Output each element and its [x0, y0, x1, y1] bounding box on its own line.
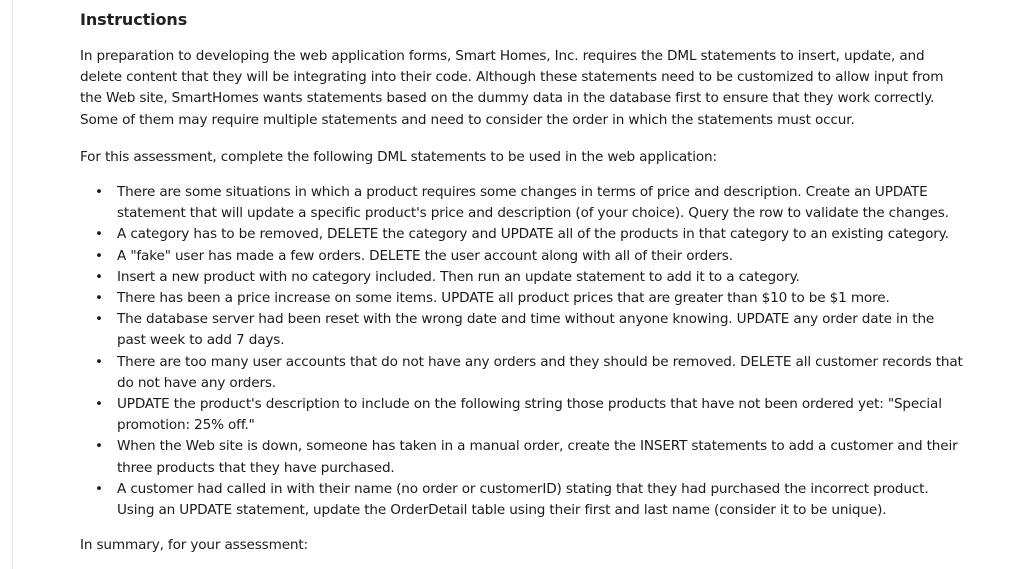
task-item-manual-order [80, 436, 1010, 478]
task-list [80, 182, 1010, 521]
task-text: UPDATE the product's description to include on the following string those products that have not been ordered yet: "Special [117, 396, 942, 413]
intro-line: In preparation to developing the web application forms, Smart Homes, Inc. requires the DML statements to insert, update, and [80, 48, 925, 64]
task-text: There has been a price increase on some items. UPDATE all product prices that are greater than $10 to be $1 more. [117, 290, 890, 307]
task-text: Using an UPDATE statement, update the OrderDetail table using their first and last name (consider it to be unique). [117, 502, 887, 519]
task-text: There are some situations in which a product requires some changes in terms of price and description. Create an UPDATE [117, 184, 928, 201]
instructions-panel [80, 8, 1010, 556]
task-item-update-product [80, 182, 1010, 224]
task-text: Insert a new product with no category included. Then run an update statement to add it to a category. [117, 268, 800, 285]
task-item-delete-fake-user [80, 246, 1010, 267]
bullet-icon: • [95, 290, 103, 307]
instructions-heading: Instructions [80, 10, 188, 29]
bullet-icon: • [95, 438, 103, 455]
intro-line: delete content that they will be integrating into their code. Although these statements need to be customized to allow input from [80, 69, 944, 86]
intro-paragraph [80, 46, 1010, 131]
summary-paragraph: In summary, for your assessment: [80, 537, 308, 554]
bullet-icon: • [95, 226, 103, 243]
task-text: A category has to be removed, DELETE the category and UPDATE all of the products in that category to an existing category. [117, 226, 949, 243]
task-item-price-increase [80, 288, 1010, 309]
bullet-icon: • [95, 311, 103, 328]
bullet-icon: • [95, 247, 103, 264]
bullet-icon: • [95, 353, 103, 370]
task-text: statement that will update a specific product's price and description (of your choice). Query the row to validate the changes. [117, 205, 949, 222]
task-text: promotion: 25% off." [117, 417, 255, 434]
task-text: do not have any orders. [117, 374, 277, 391]
task-text: When the Web site is down, someone has taken in a manual order, create the INSERT statements to add a customer and their [117, 438, 958, 455]
task-text: A customer had called in with their name (no order or customerID) stating that they had purchased the incorrect product. [117, 480, 929, 497]
task-text: past week to add 7 days. [117, 332, 285, 349]
task-item-delete-customers [80, 352, 1010, 394]
bullet-icon: • [95, 184, 103, 201]
intro-line: the Web site, SmartHomes wants statements based on the dummy data in the database first to ensure that they work correctly. [80, 90, 935, 107]
bullet-icon: • [95, 480, 103, 497]
task-item-update-orderdetail [80, 479, 1010, 521]
task-text: The database server had been reset with the wrong date and time without anyone knowing. UPDATE any order date in the [117, 311, 935, 328]
bullet-icon: • [95, 268, 103, 285]
task-item-order-date [80, 309, 1010, 351]
intro-line: Some of them may require multiple statements and need to consider the order in which the statements must occur. [80, 111, 855, 128]
left-border-rule [12, 0, 13, 569]
task-item-delete-category [80, 224, 1010, 245]
task-item-insert-product [80, 267, 1010, 288]
lead-paragraph: For this assessment, complete the following DML statements to be used in the web application: [80, 148, 717, 165]
task-text: A "fake" user has made a few orders. DELETE the user account along with all of their orders. [117, 247, 733, 264]
task-text: There are too many user accounts that do not have any orders and they should be removed. DELETE all customer records that [117, 353, 963, 370]
task-item-update-description [80, 394, 1010, 436]
task-text: three products that they have purchased. [117, 459, 395, 476]
bullet-icon: • [95, 396, 103, 413]
